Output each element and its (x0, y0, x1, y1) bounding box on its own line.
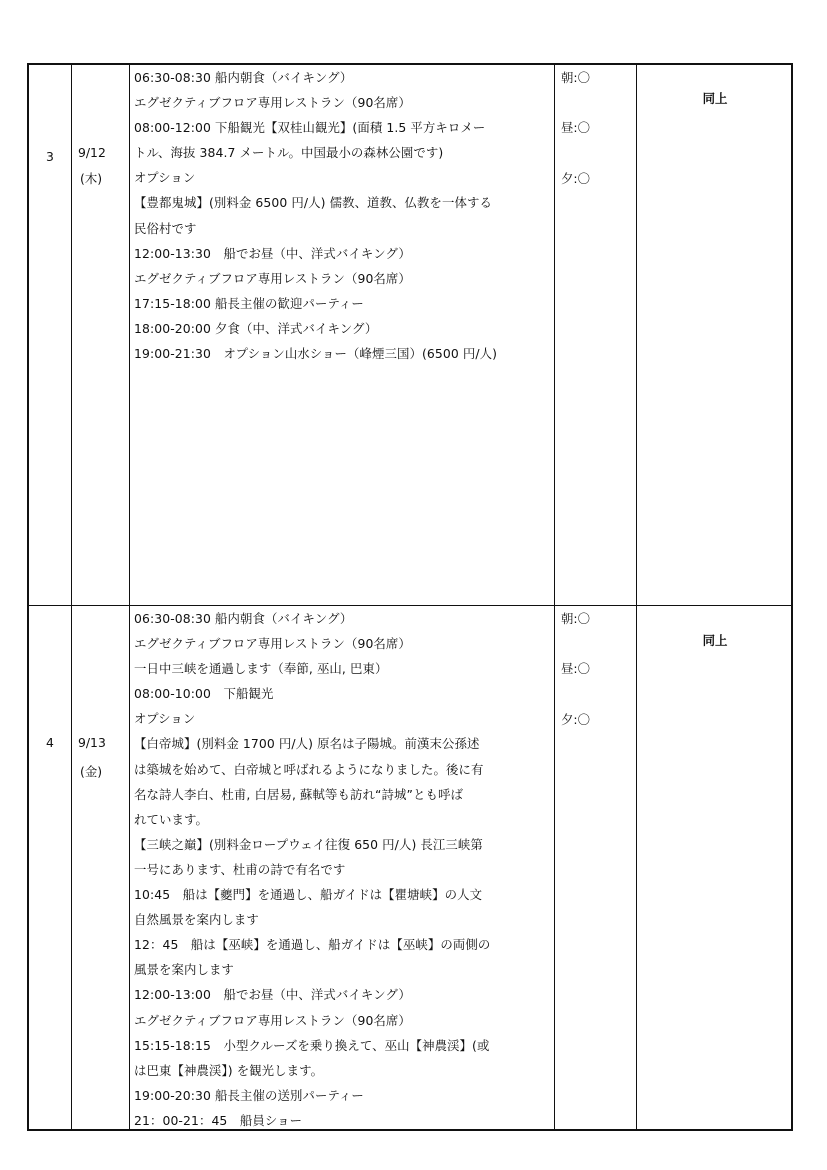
column-divider (129, 65, 130, 1129)
meal-breakfast: 朝:〇 (561, 611, 590, 626)
schedule-line: 15:15-18:15 小型クルーズを乗り換えて、巫山【神農渓】(或 (134, 1037, 490, 1053)
schedule-line: 10:45 船は【夔門】を通過し、船ガイドは【瞿塘峡】の人文 (134, 887, 483, 903)
column-divider (554, 65, 555, 1129)
schedule-line: 19:00-21:30 オプション山水ショー（峰煙三国）(6500 円/人) (134, 346, 498, 362)
schedule-line: 12:00-13:30 船でお昼（中、洋式バイキング） (134, 245, 411, 261)
schedule-line: は築城を始めて、白帝城と呼ばれるようになりました。後に有 (134, 761, 484, 777)
schedule-line: 一日中三峡を通過します（奉節, 巫山, 巴東） (134, 661, 388, 677)
date: 9/12 (78, 145, 106, 160)
day-number: 4 (46, 735, 54, 750)
weekday: (金) (80, 764, 103, 779)
schedule-line: 【豊都鬼城】(別料金 6500 円/人) 儒教、道教、仏教を一体する (134, 195, 492, 211)
meal-dinner: 夕:〇 (561, 170, 590, 186)
schedule-line: 06:30-08:30 船内朝食（バイキング） (134, 611, 353, 626)
schedule-line: エグゼクティブフロア専用レストラン（90名席） (134, 1012, 411, 1028)
meals (561, 606, 590, 757)
meal-lunch: 昼:〇 (561, 120, 590, 136)
schedule-line: 08:00-12:00 下船観光【双桂山観光】(面積 1.5 平方キロメー (134, 120, 486, 136)
schedule-line: 【白帝城】(別料金 1700 円/人) 原名は子陽城。前漢末公孫述 (134, 736, 480, 752)
schedule-line: 【三峡之巔】(別料金ロープウェイ往復 650 円/人) 長江三峡第 (134, 836, 483, 852)
column-divider (71, 65, 72, 1129)
schedule-line: オプション (134, 711, 196, 727)
meal-lunch: 昼:〇 (561, 661, 590, 677)
schedule-line: 風景を案内します (134, 962, 234, 978)
schedule-line: 21：00-21：45 船員ショー (134, 1112, 303, 1128)
schedule-line: オプション (134, 170, 196, 186)
date: 9/13 (78, 735, 106, 750)
schedule-line: 名な詩人李白、杜甫, 白居易, 蘇軾等も訪れ“詩城”とも呼ば (134, 786, 463, 802)
schedule-line: 06:30-08:30 船内朝食（バイキング） (134, 70, 353, 85)
schedule-line: エグゼクティブフロア専用レストラン（90名席） (134, 95, 411, 111)
schedule-line: エグゼクティブフロア専用レストラン（90名席） (134, 636, 411, 652)
schedule (134, 606, 490, 1133)
schedule-line: 12:00-13:00 船でお昼（中、洋式バイキング） (134, 987, 411, 1003)
column-divider (636, 65, 637, 1129)
schedule-line: 12：45 船は【巫峡】を通過し、船ガイドは【巫峡】の両側の (134, 937, 491, 953)
schedule-line: トル、海抜 384.7 メートル。中国最小の森林公園です) (134, 145, 444, 161)
schedule (134, 65, 497, 366)
schedule-line: 18:00-20:00 夕食（中、洋式バイキング） (134, 320, 378, 336)
hotel: 同上 (702, 91, 728, 106)
schedule-line: 08:00-10:00 下船観光 (134, 686, 274, 702)
itinerary-table (27, 63, 793, 1131)
schedule-line: 17:15-18:00 船長主催の歓迎パーティー (134, 295, 364, 311)
schedule-line: エグゼクティブフロア専用レストラン（90名席） (134, 270, 411, 286)
day-number: 3 (46, 149, 54, 164)
weekday: (木) (80, 171, 103, 186)
schedule-line: 民俗村です (134, 220, 197, 236)
meal-dinner: 夕:〇 (561, 711, 590, 727)
schedule-line: 19:00-20:30 船長主催の送別パーティー (134, 1087, 364, 1103)
schedule-line: は巴東【神農渓】) を観光します。 (134, 1062, 324, 1078)
meal-breakfast: 朝:〇 (561, 70, 590, 85)
schedule-line: 自然風景を案内します (134, 912, 259, 928)
schedule-line: 一号にあります、杜甫の詩で有名です (134, 861, 346, 877)
schedule-line: れています。 (134, 811, 208, 827)
meals (561, 65, 590, 216)
hotel: 同上 (702, 633, 728, 648)
